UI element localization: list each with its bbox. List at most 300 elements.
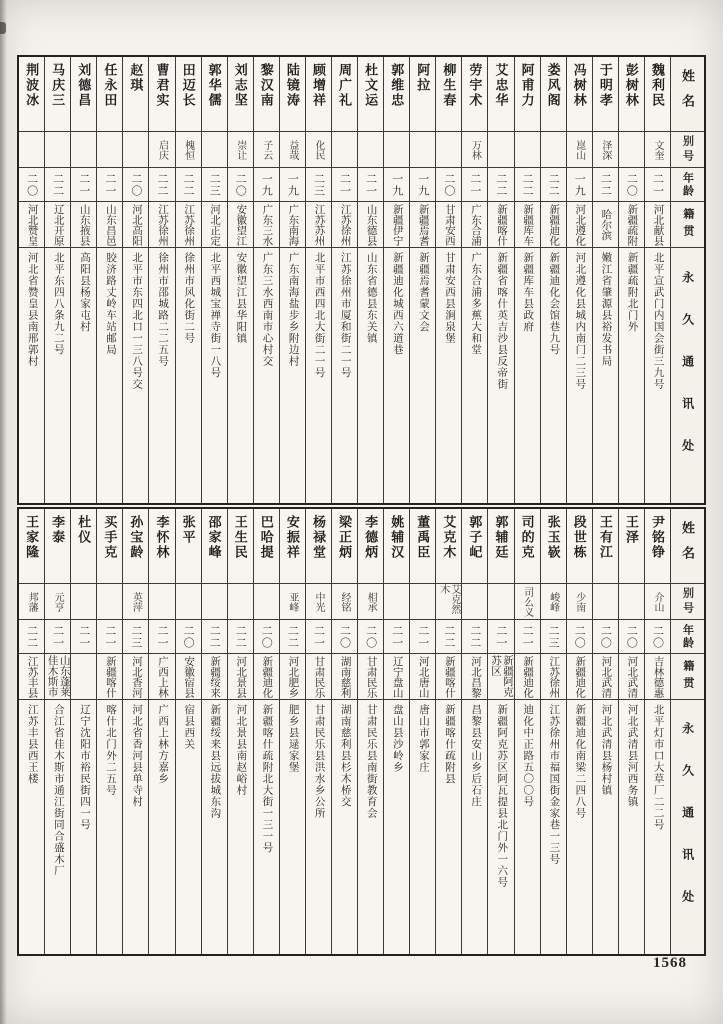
address-cell: 北平市西四北大街二一号 bbox=[306, 247, 331, 503]
address-cell: 新疆焉耆蒙文会 bbox=[410, 247, 435, 503]
address-cell: 北平灯市口大草厂二二号 bbox=[645, 699, 670, 954]
native-cell: 甘肃民乐 bbox=[358, 653, 383, 699]
native-cell: 广西上林 bbox=[149, 653, 174, 699]
name-cell: 阿拉 bbox=[415, 63, 431, 93]
age-cell: 一九 bbox=[280, 167, 305, 201]
native-cell: 安徽望江 bbox=[228, 201, 253, 247]
entry-column bbox=[488, 57, 514, 503]
native-cell: 安徽宿县 bbox=[176, 653, 201, 699]
entry-column bbox=[45, 509, 71, 954]
alias-cell: 子云 bbox=[254, 131, 279, 167]
scan-artifact bbox=[0, 22, 6, 34]
column-header-age: 年龄 bbox=[671, 167, 704, 201]
entry-column bbox=[541, 57, 567, 503]
alias-cell bbox=[254, 583, 279, 619]
alias-cell: 经铭 bbox=[332, 583, 357, 619]
alias-cell bbox=[202, 583, 227, 619]
age-cell: 二三 bbox=[541, 619, 566, 653]
name-cell: 安振祥 bbox=[284, 515, 300, 560]
address-cell: 新疆阿克苏区阿瓦提县北门外一六号 bbox=[488, 699, 513, 954]
alias-cell: 益哉 bbox=[280, 131, 305, 167]
name-cell: 张平 bbox=[180, 515, 196, 545]
alias-cell bbox=[436, 131, 461, 167]
entry-column bbox=[436, 57, 462, 503]
name-cell: 艾忠华 bbox=[493, 63, 509, 108]
age-cell: 二三 bbox=[202, 167, 227, 201]
column-header-address: 永久通讯处 bbox=[671, 247, 704, 503]
entry-column bbox=[45, 57, 71, 503]
name-cell: 王泽 bbox=[623, 515, 639, 545]
entry-column bbox=[149, 57, 175, 503]
alias-cell bbox=[149, 583, 174, 619]
entry-column bbox=[436, 509, 462, 954]
alias-cell bbox=[97, 583, 122, 619]
alias-cell bbox=[123, 131, 148, 167]
age-cell: 二二 bbox=[488, 167, 513, 201]
entry-column bbox=[71, 57, 97, 503]
directory-table-top bbox=[17, 55, 706, 505]
alias-cell bbox=[176, 583, 201, 619]
entry-column bbox=[645, 509, 671, 954]
entry-column bbox=[332, 509, 358, 954]
alias-cell bbox=[202, 131, 227, 167]
alias-cell bbox=[488, 583, 513, 619]
name-cell: 刘志坚 bbox=[232, 63, 248, 108]
entry-column bbox=[254, 57, 280, 503]
address-cell: 肥乡县逯家堡 bbox=[280, 699, 305, 954]
alias-cell: 介山 bbox=[645, 583, 670, 619]
alias-cell: 槐恒 bbox=[176, 131, 201, 167]
age-cell: 二〇 bbox=[228, 167, 253, 201]
alias-cell bbox=[332, 131, 357, 167]
entry-column bbox=[384, 509, 410, 954]
address-cell: 江苏徐州市厦和街二一号 bbox=[332, 247, 357, 503]
address-cell: 甘肃民乐县南街教育会 bbox=[358, 699, 383, 954]
native-cell: 山东昌邑 bbox=[97, 201, 122, 247]
alias-cell: 万林 bbox=[462, 131, 487, 167]
age-cell: 二〇 bbox=[619, 167, 644, 201]
address-cell: 河北省赞皇县南邢郭村 bbox=[19, 247, 44, 503]
entry-column bbox=[306, 57, 332, 503]
name-cell: 司的克 bbox=[519, 515, 535, 560]
address-cell: 宿县西关 bbox=[176, 699, 201, 954]
alias-cell: 亚峰 bbox=[280, 583, 305, 619]
alias-cell: 文奎 bbox=[645, 131, 670, 167]
entry-column bbox=[619, 509, 645, 954]
age-cell: 二一 bbox=[645, 167, 670, 201]
name-cell: 郭华儒 bbox=[206, 63, 222, 108]
alias-cell: 泽深 bbox=[593, 131, 618, 167]
entry-column bbox=[280, 57, 306, 503]
entry-column bbox=[593, 57, 619, 503]
name-cell: 李德炳 bbox=[363, 515, 379, 560]
address-cell: 河北武清县杨村镇 bbox=[593, 699, 618, 954]
alias-cell bbox=[462, 583, 487, 619]
column-header-age: 年龄 bbox=[671, 619, 704, 653]
address-cell: 北平宣武门内国会街三九号 bbox=[645, 247, 670, 503]
age-cell: 二一 bbox=[410, 619, 435, 653]
native-cell: 哈尔滨 bbox=[593, 201, 618, 247]
name-cell: 姚辅汉 bbox=[389, 515, 405, 560]
address-cell: 江苏丰县西王楼 bbox=[19, 699, 44, 954]
entry-column bbox=[410, 509, 436, 954]
entry-column bbox=[254, 509, 280, 954]
column-header-name: 姓名 bbox=[680, 69, 695, 119]
name-cell: 冯树林 bbox=[571, 63, 587, 108]
name-cell: 曹君实 bbox=[154, 63, 170, 108]
native-cell: 河北肥乡 bbox=[280, 653, 305, 699]
name-cell: 田迈长 bbox=[180, 63, 196, 108]
column-header-alias: 别号 bbox=[671, 583, 704, 619]
age-cell: 二〇 bbox=[567, 619, 592, 653]
native-cell: 辽北开原 bbox=[45, 201, 70, 247]
entry-column bbox=[358, 57, 384, 503]
entry-column bbox=[228, 57, 254, 503]
native-cell: 山东德县 bbox=[358, 201, 383, 247]
name-cell: 周广礼 bbox=[337, 63, 353, 108]
name-cell: 郭辅廷 bbox=[493, 515, 509, 560]
native-cell: 新疆迪化 bbox=[254, 653, 279, 699]
address-cell: 喀什北门外二五号 bbox=[97, 699, 122, 954]
address-cell: 唐山市郭家庄 bbox=[410, 699, 435, 954]
address-cell: 盘山县沙岭乡 bbox=[384, 699, 409, 954]
address-cell: 广西上林方嘉乡 bbox=[149, 699, 174, 954]
address-cell: 迪化中正路五〇〇号 bbox=[515, 699, 540, 954]
address-cell: 新疆绥来县远拔城东沟 bbox=[202, 699, 227, 954]
native-cell: 河北正定 bbox=[202, 201, 227, 247]
alias-cell bbox=[71, 583, 96, 619]
address-cell: 广东三水西南市心村交 bbox=[254, 247, 279, 503]
address-cell: 新疆喀什疏附县 bbox=[436, 699, 461, 954]
address-cell: 河北武清县河西务镇 bbox=[619, 699, 644, 954]
age-cell: 二〇 bbox=[645, 619, 670, 653]
age-cell: 二二 bbox=[19, 619, 44, 653]
native-cell: 新疆伊宁 bbox=[384, 201, 409, 247]
page-number: 1568 bbox=[653, 955, 687, 971]
entry-column bbox=[97, 57, 123, 503]
entry-column bbox=[410, 57, 436, 503]
alias-cell: 艾克然木 bbox=[436, 583, 461, 619]
native-cell: 新疆库车 bbox=[515, 201, 540, 247]
name-cell: 李怀林 bbox=[154, 515, 170, 560]
alias-cell bbox=[97, 131, 122, 167]
entry-column bbox=[123, 57, 149, 503]
name-cell: 张玉嵚 bbox=[545, 515, 561, 560]
address-cell: 河北省香河县单寺村 bbox=[123, 699, 148, 954]
entry-column bbox=[97, 509, 123, 954]
alias-cell: 化民 bbox=[306, 131, 331, 167]
age-cell: 二二 bbox=[45, 167, 70, 201]
column-header-alias: 别号 bbox=[671, 131, 704, 167]
native-cell: 广东南海 bbox=[280, 201, 305, 247]
native-cell: 新疆阿克苏区 bbox=[489, 655, 514, 697]
alias-cell bbox=[593, 583, 618, 619]
native-cell: 甘肃安西 bbox=[436, 201, 461, 247]
address-cell: 合江省佳木斯市通江街同合盛木厂 bbox=[45, 699, 70, 954]
address-cell: 新疆迪化城西六道巷 bbox=[384, 247, 409, 503]
entry-column bbox=[306, 509, 332, 954]
name-cell: 邵家峰 bbox=[206, 515, 222, 560]
native-cell: 江苏徐州 bbox=[149, 201, 174, 247]
native-cell: 河北昌黎 bbox=[462, 653, 487, 699]
column-header-address: 永久通讯处 bbox=[671, 699, 704, 954]
alias-cell bbox=[384, 583, 409, 619]
name-cell: 柳生春 bbox=[441, 63, 457, 108]
name-cell: 尹铭铮 bbox=[649, 515, 665, 560]
age-cell: 二二 bbox=[541, 167, 566, 201]
age-cell: 二一 bbox=[384, 619, 409, 653]
address-cell: 新疆迪化会馆巷九号 bbox=[541, 247, 566, 503]
name-cell: 买手克 bbox=[102, 515, 118, 560]
age-cell: 二三 bbox=[123, 619, 148, 653]
entry-column bbox=[202, 509, 228, 954]
entry-column bbox=[488, 509, 514, 954]
alias-cell: 中光 bbox=[306, 583, 331, 619]
entry-column bbox=[541, 509, 567, 954]
alias-cell: 英萍 bbox=[123, 583, 148, 619]
name-cell: 荆波冰 bbox=[24, 63, 40, 108]
age-cell: 二〇 bbox=[254, 619, 279, 653]
alias-cell bbox=[410, 583, 435, 619]
age-cell: 一九 bbox=[410, 167, 435, 201]
native-cell: 新疆迪化 bbox=[541, 201, 566, 247]
entry-column bbox=[515, 509, 541, 954]
entry-column bbox=[19, 57, 45, 503]
alias-cell: 崇让 bbox=[228, 131, 253, 167]
address-cell: 新疆喀什疏附北大街一三一号 bbox=[254, 699, 279, 954]
native-cell: 新疆喀什 bbox=[97, 653, 122, 699]
age-cell: 二〇 bbox=[358, 619, 383, 653]
alias-cell: 峻峰 bbox=[541, 583, 566, 619]
native-cell: 甘肃民乐 bbox=[306, 653, 331, 699]
native-cell: 广东三水 bbox=[254, 201, 279, 247]
address-cell: 胶济路丈岭车站邮局 bbox=[97, 247, 122, 503]
native-cell: 河北赞皇 bbox=[19, 201, 44, 247]
age-cell: 二二 bbox=[202, 619, 227, 653]
native-cell: 山东掖县 bbox=[71, 201, 96, 247]
alias-cell bbox=[19, 131, 44, 167]
address-cell: 河北遵化县城内南门二三号 bbox=[567, 247, 592, 503]
alias-cell bbox=[358, 131, 383, 167]
age-cell: 二一 bbox=[97, 167, 122, 201]
entry-column bbox=[176, 57, 202, 503]
entry-column bbox=[149, 509, 175, 954]
entry-column bbox=[202, 57, 228, 503]
alias-cell bbox=[45, 131, 70, 167]
age-cell: 二一 bbox=[97, 619, 122, 653]
name-cell: 王家隆 bbox=[24, 515, 40, 560]
alias-cell: 启庆 bbox=[149, 131, 174, 167]
age-cell: 二二 bbox=[176, 167, 201, 201]
entry-column bbox=[462, 509, 488, 954]
alias-cell: 司么义 bbox=[515, 583, 540, 619]
name-cell: 于明孝 bbox=[597, 63, 613, 108]
age-cell: 二〇 bbox=[176, 619, 201, 653]
age-cell: 二〇 bbox=[19, 167, 44, 201]
address-cell: 甘肃安西县涧泉堡 bbox=[436, 247, 461, 503]
entry-column bbox=[280, 509, 306, 954]
native-cell: 江苏丰县 bbox=[19, 653, 44, 699]
entry-column bbox=[176, 509, 202, 954]
address-cell: 甘肃民乐县洪水乡公所 bbox=[306, 699, 331, 954]
alias-cell bbox=[619, 583, 644, 619]
name-cell: 王生民 bbox=[232, 515, 248, 560]
age-cell: 二一 bbox=[332, 167, 357, 201]
native-cell: 新疆迪化 bbox=[515, 653, 540, 699]
age-cell: 二〇 bbox=[123, 167, 148, 201]
address-cell: 安徽望江县华阳镇 bbox=[228, 247, 253, 503]
age-cell: 二一 bbox=[45, 619, 70, 653]
name-cell: 阿甫力 bbox=[519, 63, 535, 108]
column-header-native: 籍贯 bbox=[671, 201, 704, 247]
alias-cell: 少南 bbox=[567, 583, 592, 619]
entry-column bbox=[462, 57, 488, 503]
alias-cell bbox=[619, 131, 644, 167]
age-cell: 二一 bbox=[149, 619, 174, 653]
name-cell: 任永田 bbox=[102, 63, 118, 108]
name-cell: 杜仪 bbox=[76, 515, 92, 545]
age-cell: 二三 bbox=[306, 167, 331, 201]
address-cell: 江苏徐州市福国街金家巷一三号 bbox=[541, 699, 566, 954]
header-column bbox=[671, 57, 704, 503]
entry-column bbox=[123, 509, 149, 954]
address-cell: 湖南慈利县杉木桥交 bbox=[332, 699, 357, 954]
native-cell: 吉林德惠 bbox=[645, 653, 670, 699]
entry-column bbox=[593, 509, 619, 954]
native-cell: 江苏苏州 bbox=[306, 201, 331, 247]
name-cell: 李泰 bbox=[50, 515, 66, 545]
native-cell: 辽宁盘山 bbox=[384, 653, 409, 699]
entry-column bbox=[19, 509, 45, 954]
native-cell: 山东蓬莱 佳木斯市 bbox=[46, 655, 70, 697]
name-cell: 杜文运 bbox=[363, 63, 379, 108]
name-cell: 郭子屺 bbox=[467, 515, 483, 560]
age-cell: 二二 bbox=[149, 167, 174, 201]
name-cell: 劳宇术 bbox=[467, 63, 483, 108]
native-cell: 新疆绥来 bbox=[202, 653, 227, 699]
name-cell: 段世栋 bbox=[571, 515, 587, 560]
address-cell: 北平市东四北口一三八号交 bbox=[123, 247, 148, 503]
age-cell: 二一 bbox=[515, 619, 540, 653]
alias-cell bbox=[71, 131, 96, 167]
directory-table-bottom bbox=[17, 507, 706, 956]
entry-column bbox=[567, 57, 593, 503]
entry-column bbox=[332, 57, 358, 503]
age-cell: 一九 bbox=[384, 167, 409, 201]
age-cell: 二一 bbox=[306, 619, 331, 653]
address-cell: 嫩江省肇源县裕发书局 bbox=[593, 247, 618, 503]
entry-column bbox=[384, 57, 410, 503]
age-cell: 二一 bbox=[71, 619, 96, 653]
native-cell bbox=[71, 653, 96, 699]
alias-cell bbox=[228, 583, 253, 619]
age-cell: 二〇 bbox=[436, 167, 461, 201]
native-cell: 新疆喀什 bbox=[488, 201, 513, 247]
age-cell: 二二 bbox=[436, 619, 461, 653]
name-cell: 王有江 bbox=[597, 515, 613, 560]
age-cell: 二〇 bbox=[619, 619, 644, 653]
native-cell: 河北武清 bbox=[593, 653, 618, 699]
alias-cell: 崑山 bbox=[567, 131, 592, 167]
name-cell: 梁正炳 bbox=[337, 515, 353, 560]
native-cell: 江苏徐州 bbox=[541, 653, 566, 699]
address-cell: 广东合浦多蕉大和堂 bbox=[462, 247, 487, 503]
age-cell: 二一 bbox=[462, 167, 487, 201]
address-cell: 辽宁沈阳市裕民街四一号 bbox=[71, 699, 96, 954]
age-cell: 一九 bbox=[567, 167, 592, 201]
entry-column bbox=[619, 57, 645, 503]
alias-cell: 相承 bbox=[358, 583, 383, 619]
address-cell: 山东省德县东关镇 bbox=[358, 247, 383, 503]
address-cell: 高阳县杨家屯村 bbox=[71, 247, 96, 503]
native-cell: 江苏徐州 bbox=[176, 201, 201, 247]
age-cell: 一九 bbox=[254, 167, 279, 201]
age-cell: 二二 bbox=[228, 619, 253, 653]
entry-column bbox=[567, 509, 593, 954]
address-cell: 河北景县南赵峪村 bbox=[228, 699, 253, 954]
name-cell: 陆镜涛 bbox=[284, 63, 300, 108]
native-cell: 新疆喀什 bbox=[436, 653, 461, 699]
address-cell: 广东南海盐步乡附边村 bbox=[280, 247, 305, 503]
name-cell: 郭维忠 bbox=[389, 63, 405, 108]
name-cell: 艾克木 bbox=[441, 515, 457, 560]
age-cell: 二一 bbox=[71, 167, 96, 201]
name-cell: 孙宝龄 bbox=[128, 515, 144, 560]
alias-cell bbox=[384, 131, 409, 167]
address-cell: 北平西城宝禅寺街一八号 bbox=[202, 247, 227, 503]
age-cell: 二一 bbox=[488, 619, 513, 653]
alias-cell bbox=[410, 131, 435, 167]
native-cell: 河北唐山 bbox=[410, 653, 435, 699]
age-cell: 二〇 bbox=[593, 619, 618, 653]
native-cell: 河北景县 bbox=[228, 653, 253, 699]
native-cell: 河北武清 bbox=[619, 653, 644, 699]
native-cell: 河北香河 bbox=[123, 653, 148, 699]
native-cell: 江苏徐州 bbox=[332, 201, 357, 247]
native-cell: 新疆焉耆 bbox=[410, 201, 435, 247]
address-cell: 徐州市风化街二号 bbox=[176, 247, 201, 503]
age-cell: 二二 bbox=[280, 619, 305, 653]
entry-column bbox=[228, 509, 254, 954]
native-cell: 湖南慈利 bbox=[332, 653, 357, 699]
native-cell: 新疆迪化 bbox=[567, 653, 592, 699]
name-cell: 马庆三 bbox=[50, 63, 66, 108]
native-cell: 河北遵化 bbox=[567, 201, 592, 247]
alias-cell: 元亨 bbox=[45, 583, 70, 619]
name-cell: 赵琪 bbox=[128, 63, 144, 93]
entry-column bbox=[358, 509, 384, 954]
alias-cell bbox=[541, 131, 566, 167]
native-cell: 广东合浦 bbox=[462, 201, 487, 247]
entry-column bbox=[645, 57, 671, 503]
native-cell: 河北高阳 bbox=[123, 201, 148, 247]
age-cell: 二二 bbox=[515, 167, 540, 201]
name-cell: 顾增祥 bbox=[310, 63, 326, 108]
name-cell: 彭树林 bbox=[623, 63, 639, 108]
alias-cell bbox=[515, 131, 540, 167]
alias-cell: 邦藩 bbox=[19, 583, 44, 619]
address-cell: 徐州市邵城路二二五号 bbox=[149, 247, 174, 503]
age-cell: 二一 bbox=[358, 167, 383, 201]
age-cell: 二二 bbox=[593, 167, 618, 201]
name-cell: 魏利民 bbox=[649, 63, 665, 108]
entry-column bbox=[515, 57, 541, 503]
address-cell: 新疆省喀什英吉沙县反帝街 bbox=[488, 247, 513, 503]
header-column bbox=[671, 509, 704, 954]
alias-cell bbox=[488, 131, 513, 167]
address-cell: 新疆迪化南梁二四八号 bbox=[567, 699, 592, 954]
name-cell: 巴哈提 bbox=[258, 515, 274, 560]
